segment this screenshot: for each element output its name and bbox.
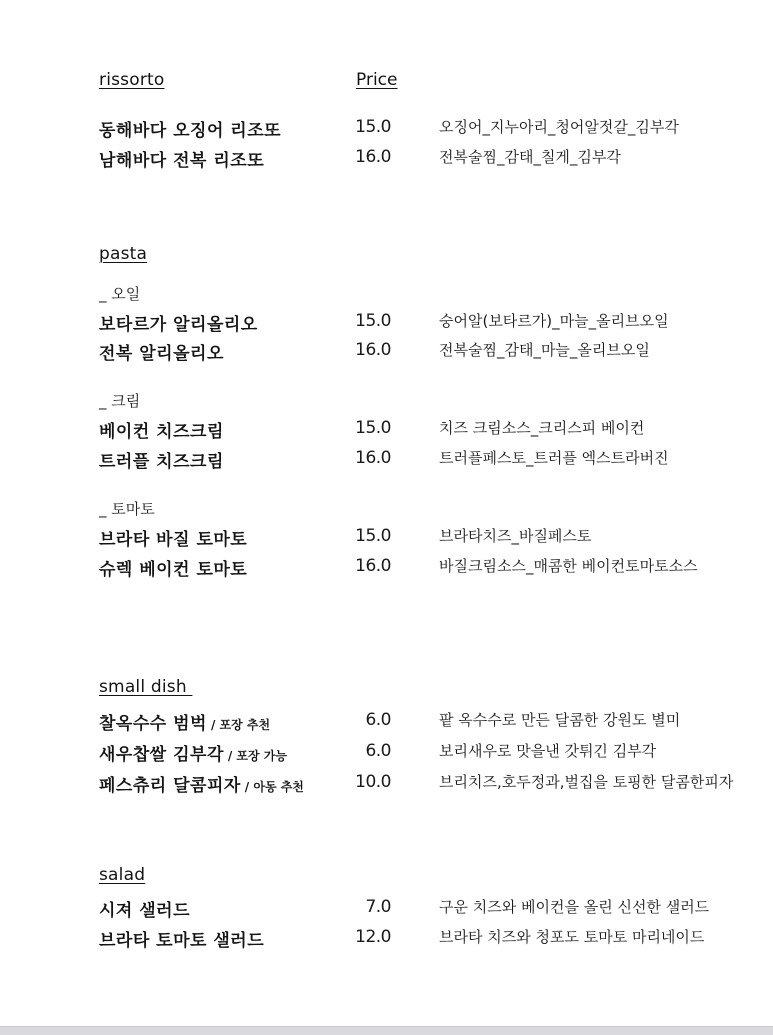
menu-item [0,896,773,922]
menu-item [0,926,773,952]
item-price: 15.0 [355,526,391,546]
item-name: 베이컨 치즈크림 [99,422,224,442]
item-description: 전복술찜_감태_마늘_올리브오일 [439,341,650,359]
item-name-text: 페스츄리 달콤피자 [99,776,241,796]
menu-item [0,771,773,797]
item-price: 7.0 [365,897,391,917]
item-note: / 포장 추천 [210,718,271,732]
menu-item [0,116,773,142]
item-name: 보타르가 알리올리오 [99,315,258,335]
item-description: 구운 치즈와 베이컨을 올린 신선한 샐러드 [439,898,710,916]
section-title-pasta: pasta [99,244,148,264]
menu-item [0,709,773,735]
menu-item [0,525,773,551]
subcategory-tomato: _ 토마토 [99,500,155,518]
item-name-text: 찰옥수수 범벅 [99,714,207,734]
item-price: 15.0 [355,418,391,438]
item-description: 브리치즈,호두정과,벌집을 토핑한 달콤한피자 [439,773,734,791]
item-name: 트러플 치즈크림 [99,452,224,472]
item-name: 브라타 토마토 샐러드 [99,931,265,951]
menu-item [0,339,773,365]
menu-item [0,447,773,473]
item-note: / 포장 가능 [227,749,287,763]
section-title-salad: salad [99,865,146,885]
section-title-small-dish: small dish [99,677,193,697]
item-name [99,709,270,734]
item-description: 트러플페스토_트러플 엑스트라버진 [439,449,669,467]
item-price: 16.0 [355,448,391,468]
item-description: 전복술찜_감태_칠게_김부각 [439,148,621,166]
item-name [99,740,287,765]
item-name: 전복 알리올리오 [99,344,224,364]
section-title-rissorto: rissorto [99,70,165,90]
subcategory-oil: _ 오일 [99,285,141,303]
item-description: 숭어알(보타르가)_마늘_올리브오일 [439,312,669,330]
item-name: 브라타 바질 토마토 [99,530,248,550]
item-price: 6.0 [365,710,391,730]
menu-item [0,146,773,172]
item-description: 팥 옥수수로 만든 달콤한 강원도 별미 [439,711,681,729]
item-description: 오징어_지누아리_청어알젓갈_김부각 [439,118,679,136]
item-description: 보리새우로 맛을낸 갓튀긴 김부각 [439,742,657,760]
item-price: 16.0 [355,556,391,576]
item-name: 동해바다 오징어 리조또 [99,121,282,141]
item-price: 10.0 [355,772,391,792]
item-note: / 아동 추천 [244,780,304,794]
menu-item [0,740,773,766]
price-column-header: Price [356,70,398,90]
item-name: 남해바다 전복 리조또 [99,151,265,171]
item-price: 15.0 [355,311,391,331]
item-name [99,771,304,796]
item-name-text: 새우찹쌀 김부각 [99,745,224,765]
item-description: 바질크림소스_매콤한 베이컨토마토소스 [439,557,698,575]
item-price: 16.0 [355,147,391,167]
item-price: 16.0 [355,340,391,360]
menu-item [0,417,773,443]
item-price: 15.0 [355,117,391,137]
item-price: 12.0 [355,927,391,947]
item-description: 브라타치즈_바질페스토 [439,527,592,545]
item-description: 치즈 크림소스_크리스피 베이컨 [439,419,645,437]
item-description: 브라타 치즈와 청포도 토마토 마리네이드 [439,928,705,946]
item-name: 슈렉 베이컨 토마토 [99,560,248,580]
menu-item [0,310,773,336]
item-name: 시져 샐러드 [99,901,191,921]
subcategory-cream: _ 크림 [99,392,141,410]
menu-item [0,555,773,581]
item-price: 6.0 [365,741,391,761]
